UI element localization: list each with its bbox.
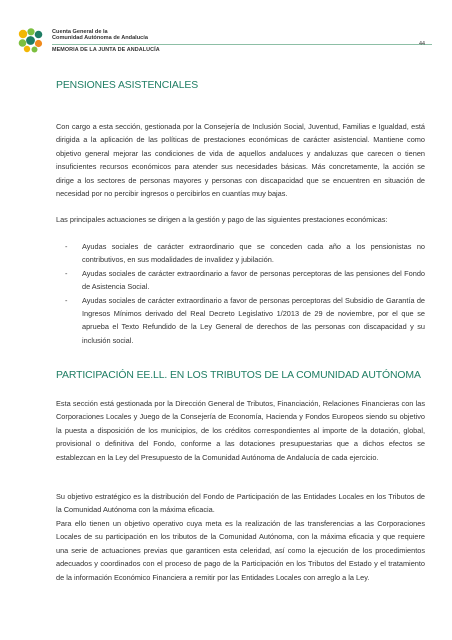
- pensiones-intro: Las principales actuaciones se dirigen a la gestión y pago de las siguientes prestaciones económicas:: [56, 215, 388, 224]
- list-item: [56, 267, 425, 294]
- section-heading-participacion: PARTICIPACIÓN EE.LL. EN LOS TRIBUTOS DE LA COMUNIDAD AUTÓNOMA: [56, 370, 421, 381]
- list-item: [56, 294, 425, 348]
- page-header: [0, 0, 452, 70]
- participacion-paragraph-2: Su objetivo estratégico es la distribución del Fondo de Participación de las Entidades Locales en los Tributos de la Comunidad Autónoma con la máxima eficacia.: [56, 492, 425, 515]
- section-heading-pensiones: PENSIONES ASISTENCIALES: [56, 80, 199, 91]
- list-item-text: Ayudas sociales de carácter extraordinario a favor de personas perceptoras de las pensiones del Fondo de Asistencia Social.: [82, 268, 425, 292]
- org-name-line1: Cuenta General de la: [52, 29, 108, 35]
- participacion-paragraph-1: Esta sección está gestionada por la Dirección General de Tributos, Financiación, Relaciones Financieras con las Corporaciones Locales y Juego de la Consejería de Economía, Hacienda y Fondos Europeos siendo su objetivo la puesta a disposición de los municipios, de los créditos correspondientes al importe de la dotación, global, provisional o definitiva del Fondo, conforme a las dotaciones presupuestarias que a dichos efectos se establezcan en la Ley del Presupuesto de la Comunidad Autónoma de Andalucía de cada ejercicio.: [56, 399, 425, 462]
- document-subtitle: MEMORIA DE LA JUNTA DE ANDALUCÍA: [52, 47, 160, 53]
- org-name-line2: Comunidad Autónoma de Andalucía: [52, 35, 148, 41]
- bullet-marker: -: [65, 268, 68, 278]
- participacion-paragraph-3: Para ello tienen un objetivo operativo cuya meta es la realización de las transferencias a las Corporaciones Locales de su participación en los tributos de la Comunidad Autónoma, con la máxima eficacia y que requiere una serie de actuaciones previas que garanticen esta celeridad, así como la ejecución de los procedimientos adecuados y coordinados con el proceso de pago de la Participación en los Tributos del Estado y el tratamiento de la información Económico Financiera a remitir por las Entidades Locales con arreglo a la Ley.: [56, 519, 425, 582]
- bullet-marker: -: [65, 295, 68, 305]
- pensiones-paragraph: Con cargo a esta sección, gestionada por la Consejería de Inclusión Social, Juventud, Familias e Igualdad, está dirigida a la aplicación de las políticas de prestaciones económicas de carácter asistencial. Mantiene como objetivo general mejorar las condiciones de vida de aquellos andaluces y andaluzas que carecen o tienen insuficientes recursos económicos para atender sus necesidades básicas. Más concretamente, la acción se dirige a los sectores de personas mayores y personas con discapacidad que se encuentren en situación de necesidad por no percibir ingresos o percibirlos en cuantías muy bajas.: [56, 122, 425, 199]
- header-divider: [52, 44, 432, 45]
- list-item-text: Ayudas sociales de carácter extraordinario a favor de personas perceptoras del Subsidio de Garantía de Ingresos Mínimos derivado del Real Decreto Legislativo 1/2013 de 29 de noviembre, por el que se aprueba el Texto Refundido de la Ley General de derechos de las personas con discapacidad y su inclusión social.: [82, 295, 425, 345]
- page-number: 44: [419, 41, 425, 47]
- list-item-text: Ayudas sociales de carácter extraordinario que se conceden cada año a los pensionistas no contributivos, en sus modalidades de invalidez y jubilación.: [82, 242, 425, 265]
- pensiones-bullet-list: [56, 240, 425, 347]
- list-item: [56, 240, 425, 267]
- junta-andalucia-logo: [18, 27, 44, 53]
- bullet-marker: -: [65, 242, 68, 251]
